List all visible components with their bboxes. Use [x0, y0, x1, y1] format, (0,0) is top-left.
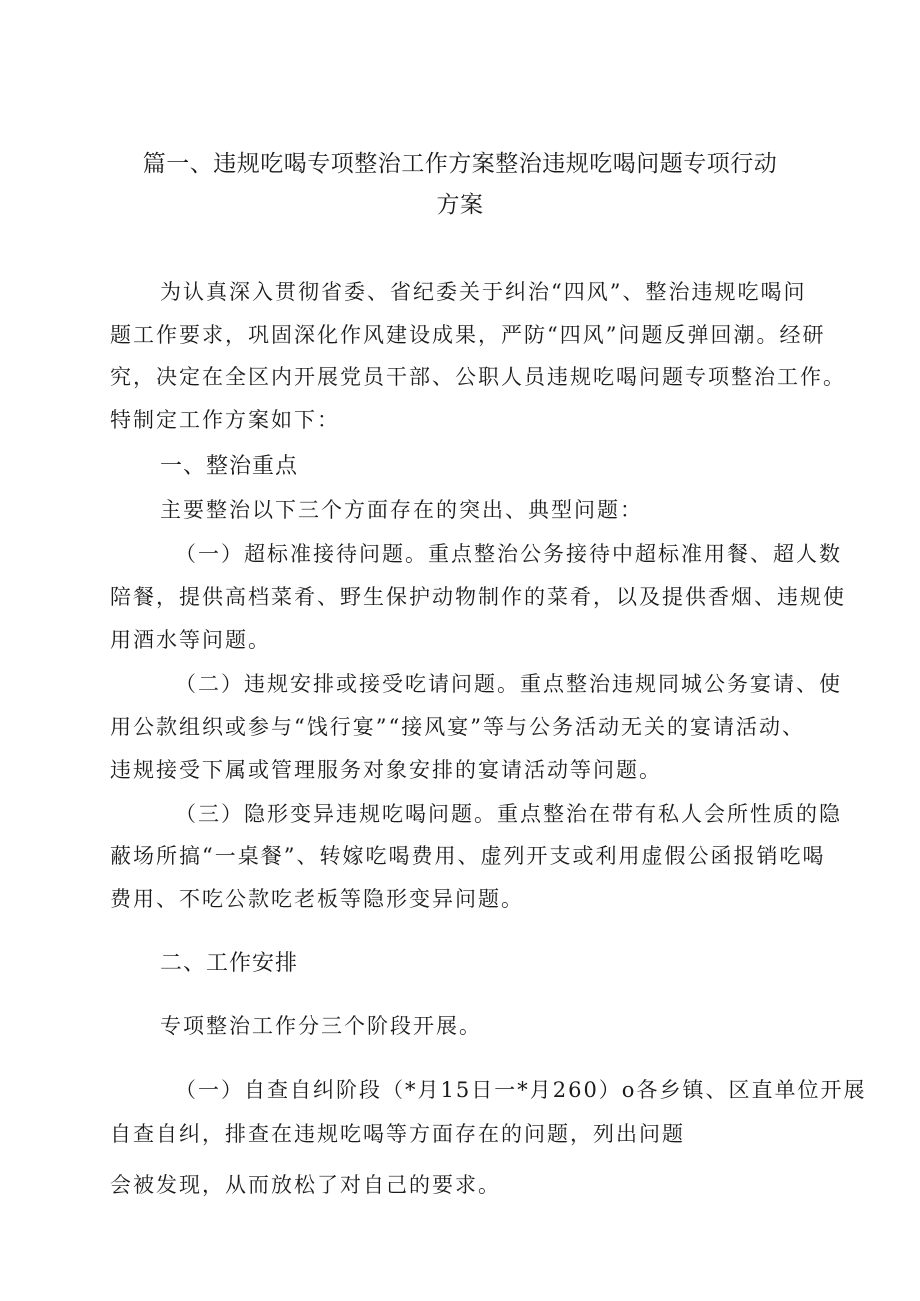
item-line: 蔽场所搞“一桌餐”、转嫁吃喝费用、虚列开支或利用虚假公函报销吃喝 [110, 844, 826, 868]
intro-line: 特制定工作方案如下： [110, 408, 340, 432]
item-line: 违规接受下属或管理服务对象安排的宴请活动等问题。 [110, 758, 662, 782]
section-2-lead: 专项整治工作分三个阶段开展。 [160, 1014, 482, 1038]
section-1-lead: 主要整治以下三个方面存在的突出、典型问题： [160, 498, 643, 522]
intro-line: 为认真深入贯彻省委、省纪委关于纠治“四风”、整治违规吃喝问 [160, 280, 807, 304]
document-title-line-1: 篇一、违规吃喝专项整治工作方案整治违规吃喝问题专项行动 [142, 151, 778, 177]
section-2-heading: 二、工作安排 [160, 951, 299, 976]
item-line: 费用、不吃公款吃老板等隐形变异问题。 [110, 887, 524, 911]
document-title-line-2: 方案 [436, 192, 484, 218]
intro-line: 题工作要求，巩固深化作风建设成果，严防“四风”问题反弹回潮。经研 [110, 323, 826, 347]
item-line: （二）违规安排或接受吃请问题。重点整治违规同城公务宴请、使 [175, 672, 842, 696]
item-line: 用公款组织或参与“饯行宴”“接风宴”等与公务活动无关的宴请活动、 [110, 715, 805, 739]
item-line: （一）超标准接待问题。重点整治公务接待中超标准用餐、超人数 [175, 542, 842, 566]
intro-line: 究，决定在全区内开展党员干部、公职人员违规吃喝问题专项整治工作。 [110, 365, 846, 389]
item-line: 自查自纠，排查在违规吃喝等方面存在的问题，列出问题 [110, 1122, 685, 1146]
section-1-heading: 一、整治重点 [160, 454, 299, 479]
item-line: 用酒水等问题。 [110, 628, 271, 652]
item-line: （一）自查自纠阶段（*月15日一*月260）o各乡镇、区直单位开展 [175, 1078, 867, 1102]
item-line: （三）隐形变异违规吃喝问题。重点整治在带有私人会所性质的隐 [175, 802, 842, 826]
trailing-text-line: 会被发现，从而放松了对自己的要求。 [110, 1173, 501, 1197]
item-line: 陪餐，提供高档菜肴、野生保护动物制作的菜肴，以及提供香烟、违规使 [110, 585, 846, 609]
